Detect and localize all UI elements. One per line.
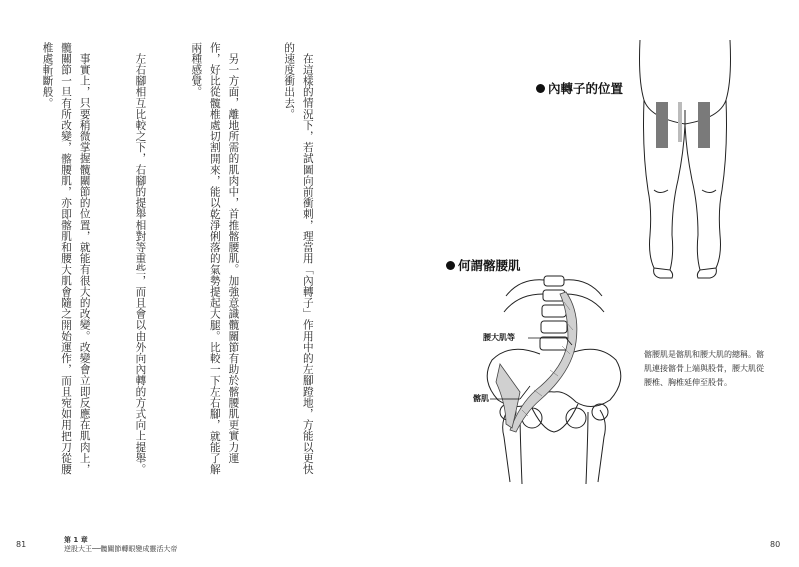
- paragraph-1: 在這樣的情況下，若試圖向前衝刺，理當用「內轉子」作用中的左腳蹬地，方能以更快的速度衝出去。: [283, 42, 314, 475]
- figure2-title-text: 何謂髂腰肌: [458, 258, 521, 273]
- figure2-caption: 髂腰肌是髂肌和腰大肌的總稱。髂肌連接髂骨上端與股骨，腰大肌從腰椎、胸椎延伸至股骨。: [644, 350, 764, 387]
- paragraph-4: 事實上，只要稍微掌握髖關節的位置，就能有很大的改變。改變會立即反應在肌肉上，髖關節一旦有所改變，髂腰肌，亦即髂肌和腰大肌會隨之開始運作，而且宛如用把刀從腰椎處斬斷般。: [41, 42, 91, 475]
- figure1-title-text: 內轉子的位置: [548, 81, 624, 96]
- paragraph-3: 左右腳相互比較之下，右腳的提舉相對等重些，而且會以由外向內轉的方式向上提舉。: [134, 52, 147, 475]
- chapter-number: 第 1 章: [64, 536, 88, 544]
- page-number-left: 81: [16, 540, 27, 549]
- paragraph-2: 另一方面，離地所需的肌肉中，首推髂腰肌。加強意識髖關節有助於髂腰肌更實力運作，好比從髖椎處切割開來，能以乾淨俐落的氣勢提起大腿。比較一下左右腳，就能了解兩種感覺。: [190, 42, 240, 475]
- label-psoas: 腰大肌等: [483, 333, 515, 342]
- page-number-right: 80: [770, 540, 781, 549]
- chapter-title: 逆股大王──髖關節轉眼變成靈活大帝: [64, 545, 178, 553]
- label-iliacus: 髂肌: [473, 394, 489, 403]
